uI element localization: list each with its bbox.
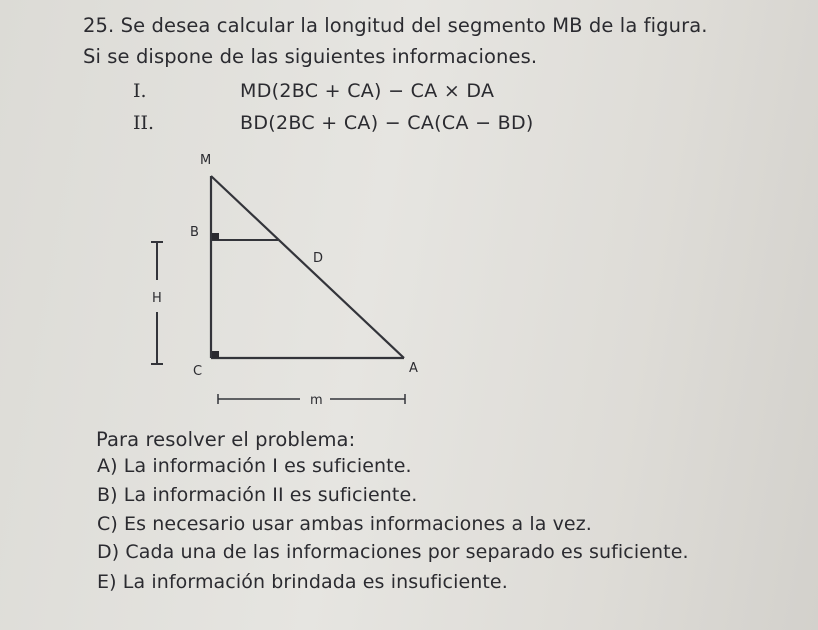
option-d[interactable] — [97, 541, 689, 563]
right-angle-mark-B — [212, 233, 219, 240]
question-number: 25. — [83, 14, 115, 37]
label-H: H — [152, 291, 162, 306]
info-2-numeral: II. — [133, 112, 155, 134]
label-m: m — [310, 393, 323, 408]
info-2-formula: BD(2BC + CA) − CA(CA − BD) — [240, 112, 534, 134]
option-text: La información II es suficiente. — [123, 484, 418, 506]
answer-prompt: Para resolver el problema: — [96, 428, 356, 451]
option-text: Es necesario usar ambas informaciones a la vez. — [124, 513, 592, 535]
segment-MA — [211, 176, 404, 358]
option-letter: E) — [97, 571, 117, 593]
triangle-figure — [140, 140, 440, 420]
question-line-2: Si se dispone de las siguientes informaciones. — [83, 45, 538, 68]
label-B: B — [190, 225, 199, 240]
label-M: M — [200, 153, 212, 168]
question-line-1 — [83, 14, 708, 37]
option-text: Cada una de las informaciones por separado es suficiente. — [125, 541, 689, 563]
option-a[interactable] — [97, 455, 412, 477]
question-text: Se desea calcular la longitud del segmento MB de la figura. — [120, 14, 708, 37]
option-letter: D) — [97, 541, 120, 563]
label-D: D — [313, 251, 324, 266]
info-1-formula: MD(2BC + CA) − CA × DA — [240, 80, 495, 102]
option-letter: B) — [97, 484, 118, 506]
info-1-numeral: I. — [133, 80, 147, 102]
option-letter: C) — [97, 513, 118, 535]
option-letter: A) — [97, 455, 118, 477]
option-text: La información I es suficiente. — [123, 455, 412, 477]
option-b[interactable] — [97, 484, 417, 506]
option-e[interactable] — [97, 571, 508, 593]
option-c[interactable] — [97, 513, 592, 535]
option-text: La información brindada es insuficiente. — [122, 571, 508, 593]
label-A: A — [409, 361, 418, 376]
label-C: C — [193, 364, 203, 379]
right-angle-mark-C — [212, 351, 219, 358]
